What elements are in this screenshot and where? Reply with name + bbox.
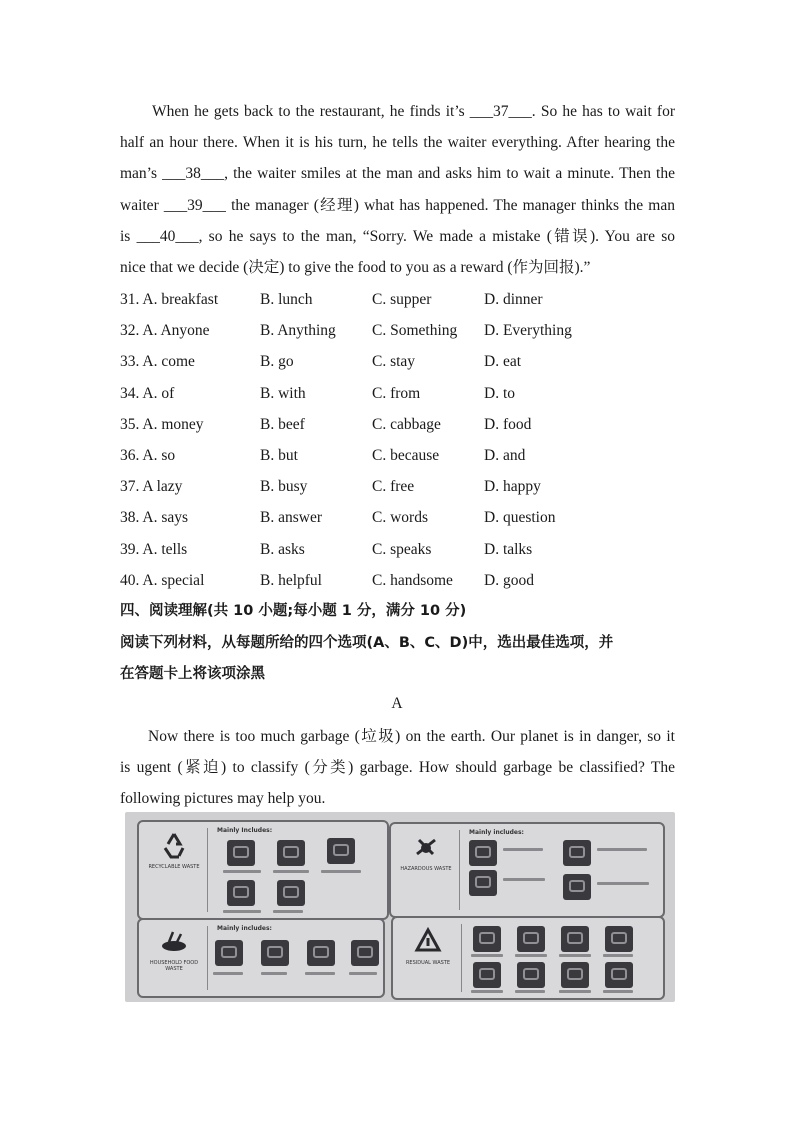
option-a: 35. A. money [120, 415, 204, 433]
household-food-waste-panel [137, 918, 385, 998]
mainly-includes-label: Mainly includes: [217, 925, 272, 932]
option-b: B. busy [260, 478, 308, 496]
passage-line: When he gets back to the restaurant, he finds it’s ___37___. So he has to wait for [152, 103, 675, 120]
question-row-32 [120, 315, 680, 346]
cigarette-icon [473, 962, 501, 988]
plastic-icon [277, 840, 305, 866]
option-a: 40. A. special [120, 571, 205, 589]
question-row-37 [120, 471, 680, 502]
passage-line: half an hour there. When it is his turn, he tells the waiter everything. After hearing the [120, 134, 675, 152]
leftovers-icon [215, 940, 243, 966]
mainly-includes-label: Mainly Includes: [217, 827, 273, 834]
option-b: B. lunch [260, 291, 313, 308]
metal-icon [227, 880, 255, 906]
reading-line: following pictures may help you. [120, 790, 326, 808]
options-list [120, 284, 680, 596]
glass-icon [327, 838, 355, 864]
option-d: D. Everything [484, 322, 572, 340]
food-symbol [145, 928, 203, 972]
question-row-40 [120, 565, 680, 596]
question-row-34 [120, 378, 680, 409]
option-c: C. handsome [372, 571, 453, 589]
option-d: D. food [484, 415, 532, 433]
section-instruction: 在答题卡上将该项涂黑 [120, 666, 265, 682]
option-a: 32. A. Anyone [120, 322, 210, 340]
option-a: 37. A lazy [120, 478, 183, 496]
question-row-39 [120, 534, 680, 565]
panel-caption: HOUSEHOLD FOOD WASTE [149, 960, 199, 972]
option-b: B. with [260, 384, 306, 402]
mainly-includes-label: Mainly includes: [469, 829, 524, 836]
ceramics-icon [561, 926, 589, 952]
paper-icon [227, 840, 255, 866]
option-b: B. answer [260, 509, 322, 527]
hazard-symbol [397, 832, 455, 872]
option-d: D. good [484, 571, 534, 589]
option-c: C. stay [372, 353, 416, 371]
question-row-35 [120, 409, 680, 440]
dust-icon [605, 926, 633, 952]
option-c: C. free [372, 478, 415, 496]
option-c: C. from [372, 384, 421, 402]
tool-icon [561, 962, 589, 988]
option-b: B. beef [260, 415, 305, 433]
residual-symbol [399, 926, 457, 966]
bones-icon [261, 940, 289, 966]
passage [120, 96, 675, 283]
option-a: 34. A. of [120, 384, 175, 402]
option-b: B. helpful [260, 571, 322, 589]
panel-caption: RECYCLABLE WASTE [148, 864, 200, 870]
option-a: 33. A. come [120, 353, 195, 371]
hazardous-waste-panel [389, 822, 665, 918]
tea-icon [351, 940, 379, 966]
battery-icon [469, 840, 497, 866]
section-title: 四、阅读理解(共 10 小题;每小题 1 分，满分 10 分) [120, 603, 467, 619]
residual-icon [413, 926, 443, 956]
panel-caption: HAZARDOUS WASTE [400, 866, 452, 872]
peel-icon [307, 940, 335, 966]
option-c: C. supper [372, 291, 432, 308]
medicine-icon [469, 870, 497, 896]
tissue-icon [473, 926, 501, 952]
option-d: D. eat [484, 353, 522, 371]
panel-caption: RESIDUAL WASTE [405, 960, 451, 966]
paint-icon [563, 874, 591, 900]
option-a: 31. A. breakfast [120, 291, 219, 308]
option-c: C. words [372, 509, 428, 527]
residual-waste-panel [391, 916, 665, 1000]
option-a: 39. A. tells [120, 540, 188, 558]
option-b: B. go [260, 353, 294, 371]
diaper-icon [517, 926, 545, 952]
recycle-symbol [145, 830, 203, 870]
passage-line: man’s ___38___, the waiter smiles at the man and asks him to wait a minute. Then the [120, 165, 675, 183]
part-label: A [391, 695, 403, 712]
option-d: D. question [484, 509, 556, 527]
option-b: B. asks [260, 540, 305, 558]
question-row-38 [120, 502, 680, 533]
food-icon [159, 928, 189, 956]
garbage-classification-figure [125, 812, 675, 1002]
option-a: 36. A. so [120, 446, 176, 464]
section-instruction: 阅读下列材料，从每题所给的四个选项(A、B、C、D)中，选出最佳选项，并 [120, 635, 614, 651]
cup-icon [605, 962, 633, 988]
reading-passage [120, 721, 675, 815]
question-row-36 [120, 440, 680, 471]
option-c: C. because [372, 446, 440, 464]
option-b: B. Anything [260, 322, 336, 340]
passage-line: is ___40___, so he says to the man, “Sorry. We made a mistake (错误). You are so [120, 227, 675, 245]
reading-line: Now there is too much garbage (垃圾) on the earth. Our planet is in danger, so it [148, 728, 675, 745]
option-c: C. cabbage [372, 415, 441, 433]
passage-line: nice that we decide (决定) to give the food to you as a reward (作为回报).” [120, 259, 591, 277]
option-d: D. talks [484, 540, 533, 558]
option-d: D. dinner [484, 291, 543, 308]
passage-line: waiter ___39___ the manager (经理) what has happened. The manager thinks the man [120, 196, 675, 214]
option-c: C. speaks [372, 540, 432, 558]
hazard-icon [411, 832, 441, 862]
recyclable-waste-panel [137, 820, 389, 920]
lamp-icon [563, 840, 591, 866]
question-row-31 [120, 284, 680, 315]
reading-line: is ugent (紧迫) to classify (分类) garbage. How should garbage be classified? The [120, 759, 675, 777]
option-c: C. Something [372, 322, 458, 340]
recycle-icon [159, 830, 189, 860]
option-d: D. and [484, 446, 526, 464]
option-d: D. to [484, 384, 515, 402]
question-row-33 [120, 346, 680, 377]
option-a: 38. A. says [120, 509, 189, 527]
shoe-icon [517, 962, 545, 988]
option-d: D. happy [484, 478, 541, 496]
clothing-icon [277, 880, 305, 906]
option-b: B. but [260, 446, 298, 464]
